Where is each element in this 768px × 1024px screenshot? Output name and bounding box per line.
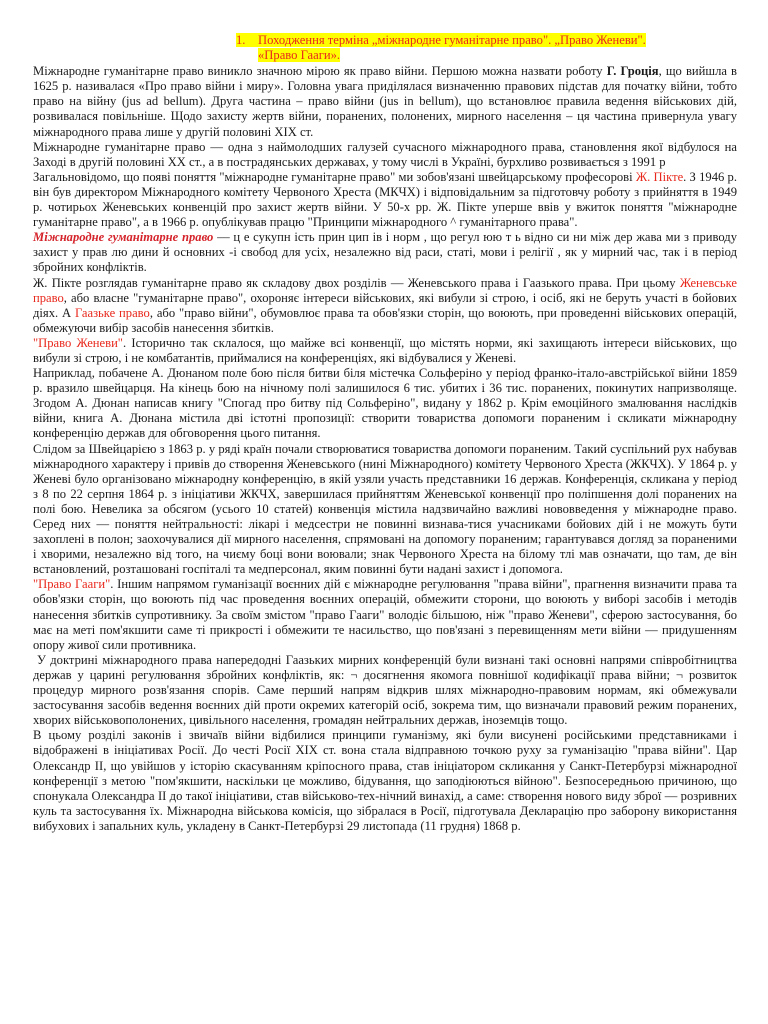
paragraph-text: — ц е сукупн iсть прин цип iв i норм , що регул юю т ь вiдно си ни мiж дер жава ми з приводу захист у прав лю дини й основних -i свобод для усiх, незалежно вiд раси, статi, мови i релiгiї , як у мирний час, так i в перiод збройних конфлiктiв. (33, 230, 738, 275)
paragraph-red-cross: Слiдом за Швейцарiєю з 1863 р. у рядi країн почали створюватися товариства допомоги пораненим. Такий суспiльний рух набував мiжнародного характеру i привiв до створення Женевського (нинi Мiжнародного) комiтету Червоного Хреста (ЖКЧХ). У 1864 р. у Женевi було органiзовано мiжнародну конференцiю, в якiй узяли участь представники 16 держав. Конференцiя, скликана у перiод з 8 по 22 серпня 1864 р. з iнiцiативи ЖКЧХ, завершилася прийняттям Женевської конвенцiї про полiпшення долi поранених на полi бою. Невелика за обсягом (усього 10 статей) конвенцiя мiстила надзвичайно важливi нововведення у мiжнародне право. Серед них — поняття нейтральностi: лiкарi i медсестри не повиннi визнава-тися учасниками бойових дiй i не можуть бути захопленi в полон; заохочувалися дiї мирного населення, спрямованi на допомогу пораненим; гарантувався догляд за пораненими i хворими, незалежно вiд того, на чиєму боцi вони воювали; знак Червоного Хреста на бiлому тлi мав означати, що там, де вiн встановлений, розташованi госпiталi та медперсонал, яким повиннi бути наданi захист i допомога. (33, 441, 737, 577)
paragraph-text: . Iсторично так склалося, що майже всi конвенцiї, що мiстять норми, якi захищають iнтереси вiйськових, що вибули зi строю, i не комбатантiв, приймалися на конференцiях, якi вiдбувалися у Женевi. (33, 335, 737, 365)
paragraph-text: , або "право вiйни", обумовлює права та обов'язки сторiн, що воюють, при проведеннi вiйськових операцiй, обмежуючи вибiр засобiв нанесення збиткiв. (33, 305, 737, 335)
paragraph-hague (33, 577, 737, 652)
paragraph-text: , або власне "гуманiтарне право", охороняє iнтереси вiйськових, якi вибули зi строю, i осiб, якi не беруть участi в бойових дiях. А (33, 290, 737, 320)
heading-line-1: Походження термiна „мiжнародне гуманiтарне право". „Право Женеви". (258, 33, 646, 47)
paragraph-pictet (33, 170, 737, 230)
term-ihl: Мiжнародне гуманiтарне право (33, 230, 214, 245)
term-law-of-hague: "Право Гааги" (33, 577, 111, 592)
paragraph-definition (33, 230, 737, 275)
paragraph-geneva (33, 336, 737, 366)
term-hague-law: Гаазьке право (74, 305, 150, 320)
paragraph-text: Мiжнародне гуманiтарне право виникло значною мiрою як право вiйни. Першою можна назвати роботу (33, 64, 607, 79)
term-law-of-geneva: "Право Женеви" (33, 335, 123, 350)
paragraph-text: Загальновiдомо, що появi поняття "мiжнародне гуманiтарне право" ми зобов'язанi швейцарському професорові (33, 169, 636, 184)
paragraph-russia: В цьому роздiлi законiв i звичаїв вiйни вiдбилися принципи гуманiзму, якi були висуненi росiйськими представниками i вiдображенi в iнiцiативах Росiї. До честi Росiї XIX ст. вона стала вiдправною точкою руху за гуманiзацiю "права вiйни". Цар Олександр II, що увiйшов у iсторiю скасуванням крiпосного права, став iнiцiатором скликання у Санкт-Петербурзi мiжнародної конференцiї з метою "пом'якшити, наскiльки це можливо, бiдування, що заподiюються вiйною". Безпосередньою причиною, що спонукала Олександра II до такої iнiцiативи, став вiйськово-тех-нiчний винахiд, а саме: створення нового виду зброї — розривних куль та застосування їх. Мiжнародна вiйськова комiсiя, що зiбралася в Росiї, пiдготувала Декларацiю про заборону використання вибухових i запальних куль, укладену в Санкт-Петербурзi 29 листопада (11 грудня) 1868 р. (33, 728, 737, 833)
heading-number: 1. (236, 33, 246, 47)
section-heading (236, 33, 737, 63)
paragraph-two-branches (33, 276, 737, 336)
heading-line-2: «Право Гааги». (258, 48, 341, 63)
paragraph-origin (33, 64, 737, 139)
name-pictet: Ж. Пiкте (635, 169, 684, 184)
paragraph-text: Ж. Пiкте розглядав гуманiтарне право як складову двох роздiлiв — Женевського права i Гаазького права. При цьому (33, 275, 680, 290)
author-grotius: Г. Гроцiя (606, 64, 659, 79)
paragraph-dunant: Наприклад, побачене А. Дюнаном поле бою пiсля битви бiля містечка Сольферiно у перiод франко-iтало-австрiйської вiйни 1859 р. вразило швейцарця. На кiнець бою на нiчному полi залишилося 6 тис. убитих i 36 тис. поранених, покинутих напризволяще. Згодом А. Дюнан написав книгу "Спогад про битву пiд Сольферiно", видану у 1862 р. Крiм емоцiйного змалювання наслiдкiв вiйни, книга А. Дюнана мiстила двi iстотнi пропозицiї: створити товариства допомоги пораненим i скликати мiжнародну конференцiю держав для обговорення цього питання. (33, 366, 737, 441)
paragraph-text: . Iншим напрямом гуманiзацiї воєнних дiй є мiжнародне регулювання "права вiйни", прагнення визначити права та обов'язки сторiн, що воюють пiд час проведення воєнних операцiй, обмежити сторони, що воюють у виборi засобiв i методiв нанесення збиткiв супротивнику. За своїм змiстом "право Гааги" володiє бiльшою, нiж "право Женеви", сферою застосування, бо має на метi пом'якшити саме тi прикростi i обмежити те насильство, що пов'язанi з перевищенням мети вiйни — придушенням опору живої сили противника. (33, 577, 738, 652)
paragraph-doctrine: У доктринi мiжнародного права напередоднi Гаазьких мирних конференцiй були визнанi такi основнi напрями спiвробiтництва держав у царинi регулювання збройних конфлiктiв, як: ¬ досягнення якомога повнiшої кодифiкацiї права вiйни; ¬ розвиток процедур мирного розв'язання спорiв. Саме перший напрям вiдкрив шлях мiжнародно-правовим нормам, якi обмежували застосування засобiв ведення воєнних дiй проти окремих категорiй осiб, зокрема тим, що визначали правовий режим поранених, хворих вiйськовополонених, цивiльного населення, громадян нейтральних держав, iноземцiв тощо. (33, 652, 737, 728)
paragraph-text: . З 1946 р. вiн був директором Мiжнародного комiтету Червоного Хреста (МКЧХ) i вiдповiдальним за пiдготовчу роботу з прийняття в 1949 р. чотирьох Женевських конвенцiй про захист жертв вiйни. У 50-х рр. Ж. Пiкте уперше ввiв у вжиток поняття "мiжнародне гуманiтарне право", а в 1966 р. опублiкував працю "Принципи мiжнародного ^ гуманiтарного права". (33, 169, 737, 230)
term-geneva-law: Женевське право (33, 275, 737, 305)
paragraph-text: , що вийшла в 1625 р. називалася «Про право вiйни i миру». Головна увага придiлялася визначенню правових пiдстав для початку вiйни, тобто право на вiйну (jus ad bellum). Друга частина – право вiйни (jus in bellum), що встановлює правила ведення вiйськових дiй, розвивалася повiльнiше. Щодо захисту жертв вiйни, поранених, полонених, мирного населення – ця частина привернула увагу мiжнародного права лише у другiй половинi XIX ст. (33, 64, 737, 139)
paragraph-youngest-branch: Мiжнародне гуманiтарне право — одна з наймолодших галузей сучасного мiжнародного права, становлення якої вiдбулося на Заходi в другiй половинi ХХ ст., а в пострадянських державах, у тому числi в Українi, бурхливо розвивається з 1991 р (33, 139, 737, 169)
